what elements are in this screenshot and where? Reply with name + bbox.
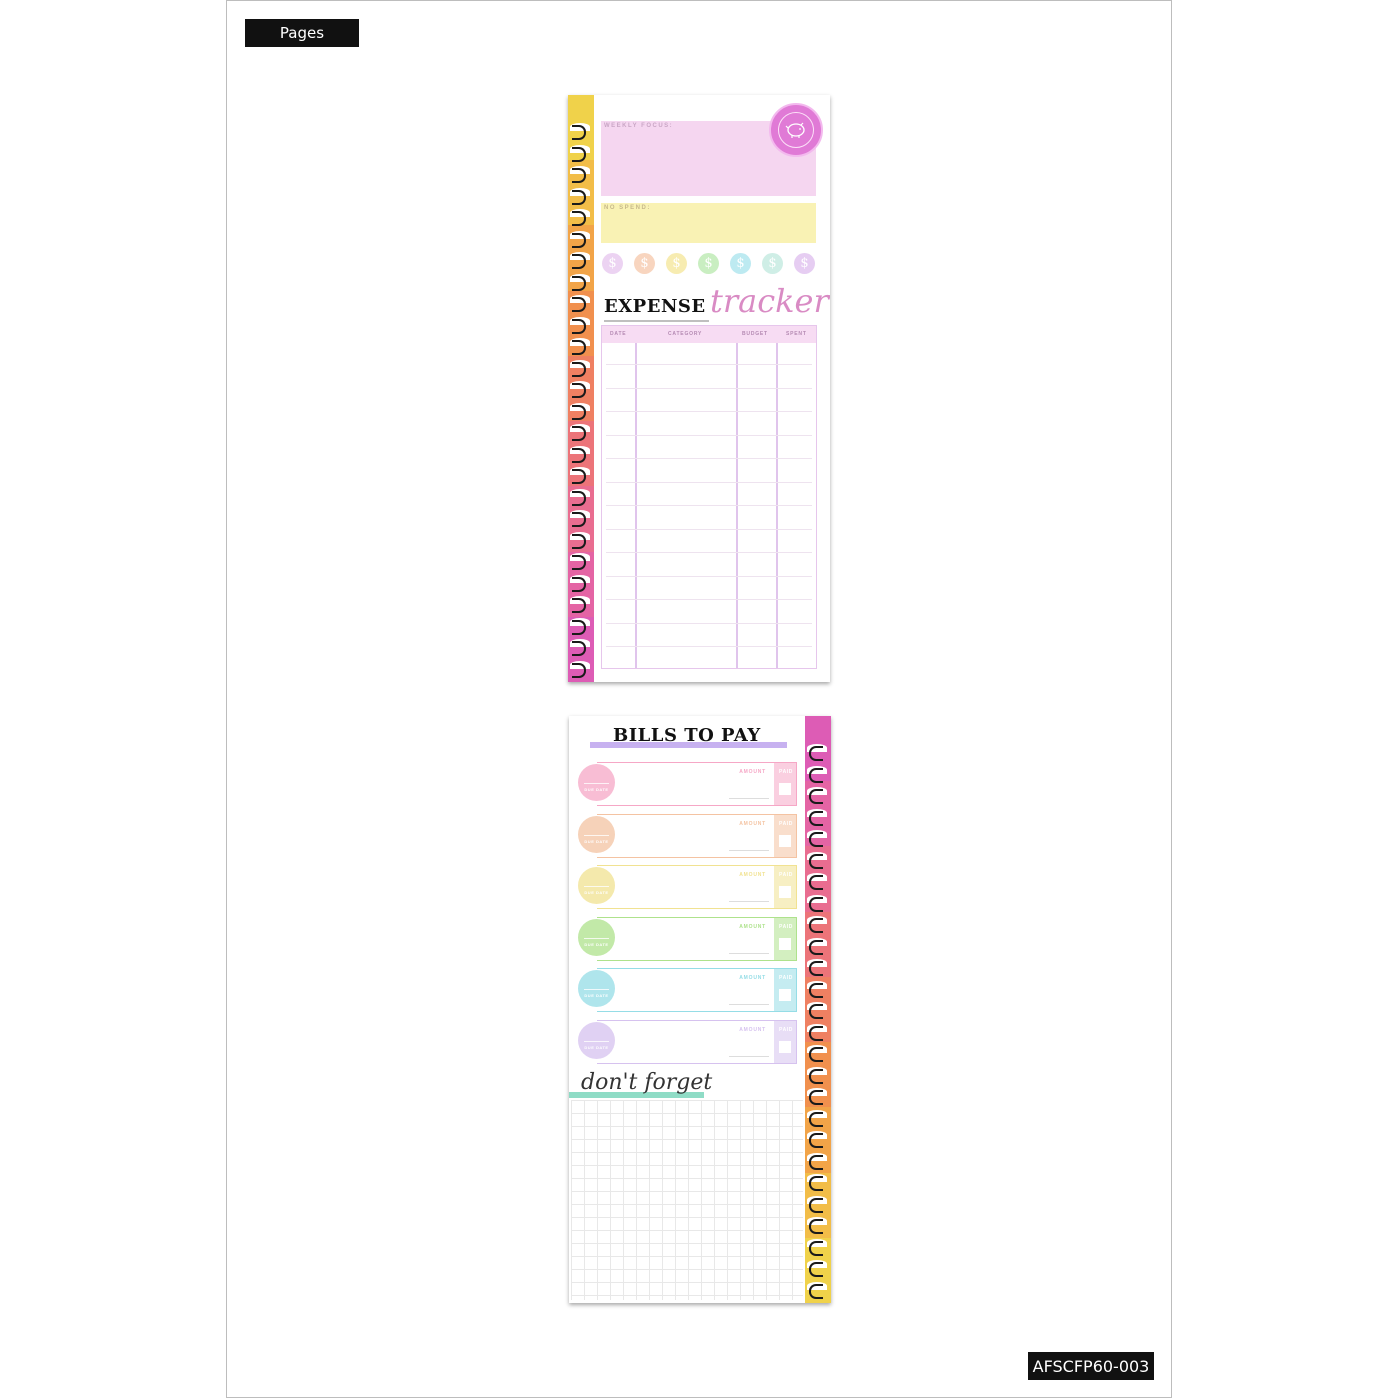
binder-ring-icon: [572, 125, 586, 140]
binder-ring-icon: [572, 405, 586, 420]
dont-forget-script: don't forget: [581, 1070, 713, 1095]
bill-row: [597, 968, 797, 1012]
binder-ring-icon: [572, 211, 586, 226]
table-row-line: [606, 388, 812, 389]
sku-tag: [1028, 1352, 1154, 1380]
binder-ring-icon: [809, 918, 823, 933]
dollar-coin-icon: $: [634, 253, 655, 274]
binder-ring-icon: [809, 768, 823, 783]
table-row-line: [606, 364, 812, 365]
binder-ring-icon: [809, 1133, 823, 1148]
dollar-coin-icon: $: [794, 253, 815, 274]
paid-checkbox[interactable]: [779, 783, 791, 795]
pages-tag-label: Pages: [279, 24, 325, 42]
amount-line: [729, 901, 769, 902]
amount-label: AMOUNT: [739, 872, 766, 878]
table-row-line: [606, 505, 812, 506]
due-date-label: DUE DATE: [584, 1044, 609, 1050]
binder-ring-icon: [809, 1155, 823, 1170]
binder-ring-icon: [809, 1026, 823, 1041]
binder-ring-icon: [809, 897, 823, 912]
due-date-label: DUE DATE: [584, 890, 609, 895]
dollar-coin-icon: $: [698, 253, 719, 274]
binder-ring-icon: [572, 254, 586, 269]
expense-table: [601, 325, 817, 669]
binder-ring-icon: [572, 577, 586, 592]
binder-ring-icon: [572, 448, 586, 463]
table-row-line: [606, 623, 812, 624]
sku-label: AFSCFP60-003: [1032, 1356, 1150, 1376]
due-date-label: DUE DATE: [584, 941, 609, 947]
binder-ring-icon: [809, 854, 823, 869]
amount-label: AMOUNT: [739, 975, 766, 981]
table-row-line: [606, 411, 812, 412]
binder-ring-icon: [572, 319, 586, 334]
table-row-line: [606, 458, 812, 459]
bills-to-pay-page: [569, 716, 831, 1303]
binder-ring-icon: [572, 598, 586, 613]
binder-ring-icon: [809, 1090, 823, 1105]
binder-ring-icon: [572, 491, 586, 506]
binder-ring-icon: [809, 875, 823, 890]
binder-ring-icon: [572, 469, 586, 484]
dollar-coin-icon: $: [602, 253, 623, 274]
header-budget: BUDGET: [742, 331, 768, 337]
table-row-line: [606, 482, 812, 483]
binder-ring-icon: [809, 1219, 823, 1234]
binder-ring-icon: [809, 789, 823, 804]
bills-title: BILLS TO PAY: [613, 725, 761, 746]
dollar-coin-icon: $: [730, 253, 751, 274]
binder-ring-icon: [809, 1047, 823, 1062]
due-date-label: DUE DATE: [584, 993, 609, 998]
binder-ring-icon: [572, 168, 586, 183]
weekly-focus-label: WEEKLY FOCUS:: [604, 123, 674, 129]
due-date-label: DUE DATE: [584, 838, 609, 844]
binder-ring-icon: [809, 1069, 823, 1084]
paid-label: PAID: [779, 1026, 793, 1033]
binder-ring-icon: [572, 340, 586, 355]
bill-row: [597, 865, 797, 909]
paid-label: PAID: [779, 769, 793, 775]
binder-ring-icon: [809, 1241, 823, 1256]
binder-ring-icon: [809, 1004, 823, 1019]
tracker-script: tracker: [710, 282, 829, 320]
binder-ring-icon: [809, 1284, 823, 1299]
expense-tracker-page: [568, 95, 830, 682]
pages-tag: [245, 19, 359, 47]
binder-ring-icon: [809, 983, 823, 998]
binder-ring-icon: [572, 555, 586, 570]
amount-label: AMOUNT: [739, 923, 766, 930]
binder-ring-icon: [572, 512, 586, 527]
binder-ring-icon: [572, 362, 586, 377]
paid-checkbox[interactable]: [779, 835, 791, 847]
table-row-line: [606, 552, 812, 553]
paid-label: PAID: [779, 923, 793, 930]
paid-checkbox[interactable]: [779, 938, 791, 950]
piggy-bank-stamp: [769, 103, 823, 157]
binder-ring-icon: [572, 383, 586, 398]
binder-ring-icon: [809, 1112, 823, 1127]
bill-row: [597, 1020, 797, 1064]
table-row-line: [606, 435, 812, 436]
expense-title: EXPENSE: [604, 296, 706, 317]
table-row-line: [606, 599, 812, 600]
side-tab-strip: [568, 95, 594, 682]
expense-title-underline: [604, 320, 709, 322]
header-date: DATE: [610, 331, 627, 337]
paid-checkbox[interactable]: [779, 989, 791, 1001]
table-row-line: [606, 646, 812, 647]
amount-label: AMOUNT: [739, 769, 766, 775]
binder-ring-icon: [809, 1176, 823, 1191]
binder-ring-icon: [572, 620, 586, 635]
header-category: CATEGORY: [668, 331, 703, 337]
due-date-label: DUE DATE: [584, 787, 609, 792]
dollar-coin-icon: $: [666, 253, 687, 274]
paid-checkbox[interactable]: [779, 886, 791, 898]
paid-label: PAID: [779, 872, 793, 878]
notes-grid: [571, 1100, 803, 1300]
header-spent: SPENT: [786, 331, 807, 337]
amount-label: AMOUNT: [739, 1026, 766, 1033]
binder-ring-icon: [809, 961, 823, 976]
piggy-bank-svg: [785, 121, 807, 139]
binder-ring-icon: [572, 534, 586, 549]
table-header: [602, 326, 816, 343]
binder-ring-icon: [809, 1198, 823, 1213]
amount-line: [729, 798, 769, 799]
paid-checkbox[interactable]: [779, 1041, 791, 1053]
paid-label: PAID: [779, 975, 793, 981]
binder-ring-icon: [572, 297, 586, 312]
amount-label: AMOUNT: [739, 820, 766, 827]
binder-ring-icon: [572, 233, 586, 248]
bill-row: [597, 917, 797, 961]
bill-row: [597, 814, 797, 858]
amount-line: [729, 1004, 769, 1005]
paid-label: PAID: [779, 820, 793, 827]
binder-ring-icon: [572, 147, 586, 162]
piggy-bank-icon: [778, 112, 814, 148]
binder-ring-icon: [572, 276, 586, 291]
binder-ring-icon: [572, 641, 586, 656]
binder-ring-icon: [809, 832, 823, 847]
amount-line: [729, 850, 769, 851]
binder-ring-icon: [809, 940, 823, 955]
table-row-line: [606, 576, 812, 577]
binder-ring-icon: [572, 190, 586, 205]
side-tab-strip: [805, 716, 831, 1303]
binder-ring-icon: [809, 1262, 823, 1277]
binder-ring-icon: [809, 811, 823, 826]
binder-ring-icon: [809, 746, 823, 761]
amount-line: [729, 1056, 769, 1057]
bill-row: [597, 762, 797, 806]
table-row-line: [606, 529, 812, 530]
dollar-coin-icon: $: [762, 253, 783, 274]
amount-line: [729, 953, 769, 954]
no-spend-label: NO SPEND:: [604, 205, 651, 211]
binder-ring-icon: [572, 426, 586, 441]
binder-ring-icon: [572, 663, 586, 678]
